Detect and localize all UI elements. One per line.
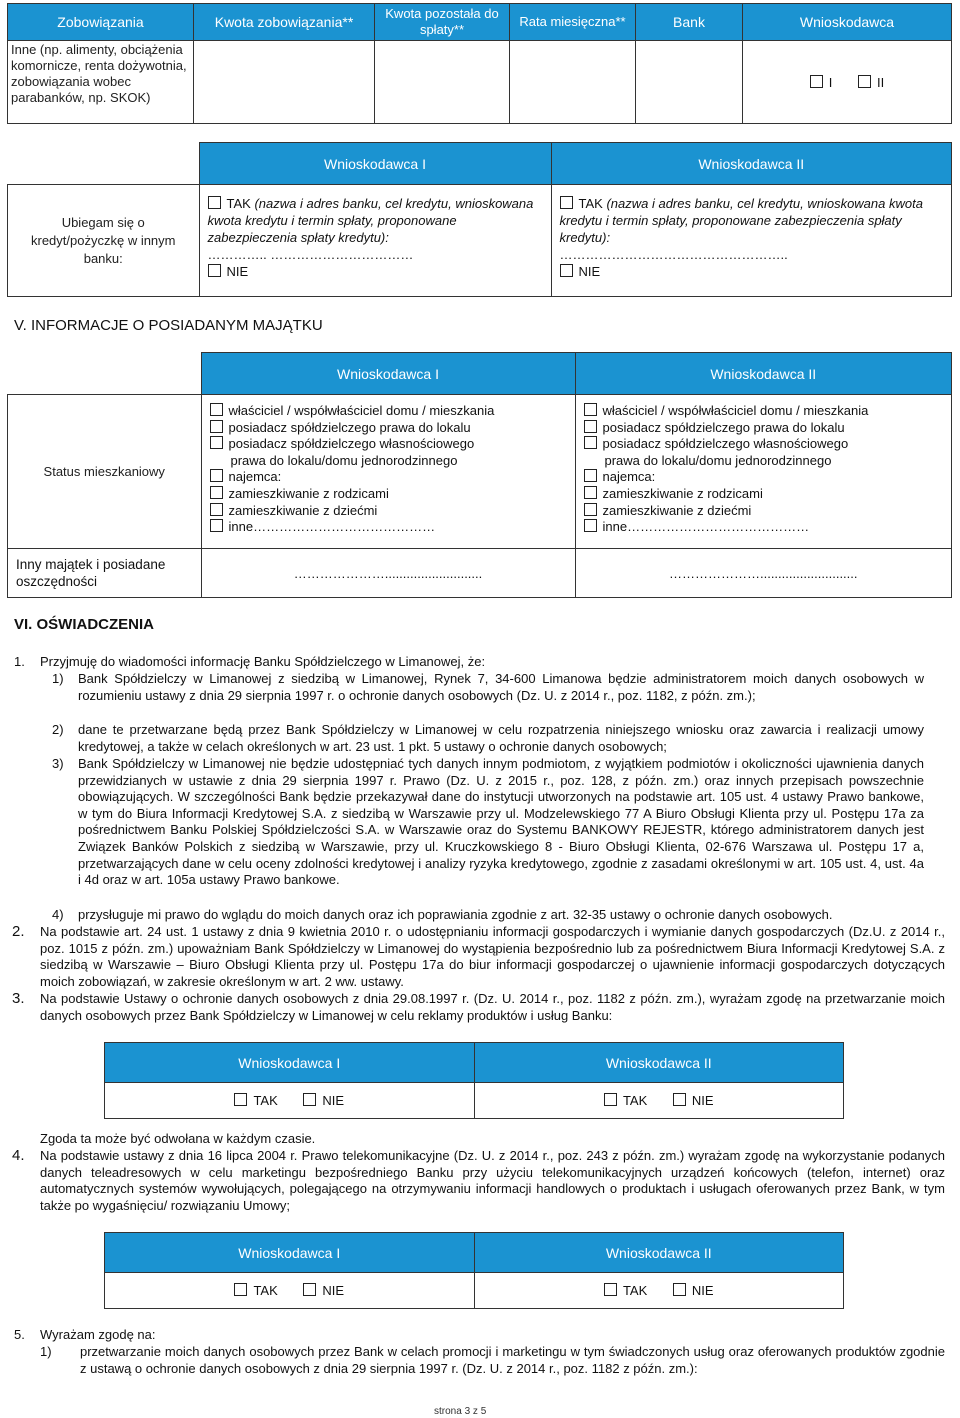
telecom-consent-tak-checkbox-i[interactable] (234, 1283, 247, 1296)
housing-tenant-label-ii: najemca: (602, 469, 656, 485)
ad-consent-nie-checkbox-i[interactable] (303, 1093, 316, 1106)
credit-tak-checkbox-ii[interactable] (560, 196, 573, 209)
header-remaining: Kwota pozostała do spłaty** (375, 4, 510, 41)
property-header-blank (8, 353, 202, 395)
statement-1-item-4 (52, 907, 924, 924)
housing-parents-checkbox-i[interactable] (210, 486, 223, 499)
credit-elsewhere-applicant-ii (551, 185, 952, 297)
housing-owner-checkbox-i[interactable] (210, 403, 223, 416)
withdraw-note: Zgoda ta może być odwołana w każdym czasie. (40, 1131, 316, 1146)
statement-2-text: Na podstawie art. 24 ust. 1 ustawy z dnia 9 kwietnia 2010 r. o udostępnianiu informacji gospodarczych i wymianie danych gospodarczych (Dz.U. z 2014 r., poz. 1015 z późn. zm.) upoważniam Bank Spółdzielczy w Limanowej do wystąpienia bezpośrednio lub za pośrednictwem Biura Informacji Kredytowej S.A. z siedzibą w Warszawie – Biuro Obsługi Klienta przy ul. Postępu 17a do biur informacji gospodarczej o ujawnienie informacji gospodarczych dotyczących moich zobowiązań, w zakresie określonym w art. 2 ww. ustawy. (40, 924, 945, 989)
bank-cell[interactable] (636, 41, 743, 124)
ad-consent-tak-label-i: TAK (253, 1093, 278, 1108)
statement-1-item-2-text: dane te przetwarzane będą przez Bank Spółdzielczy w Limanowej w celu rozpatrzenia niniejszego wniosku oraz zawarcia i realizacji umowy kredytowej, a także w celach określonych w art. 23 ust. 1 pkt. 5 ustawy o ochronie danych osobowych; (78, 722, 924, 754)
housing-coop-right-label-i: posiadacz spółdzielczego prawa do lokalu (228, 419, 471, 435)
telecom-consent-table (104, 1232, 844, 1309)
credit-nie-checkbox-i[interactable] (208, 264, 221, 277)
ad-consent-nie-label-i: NIE (322, 1093, 345, 1108)
housing-coop-right-checkbox-ii[interactable] (584, 420, 597, 433)
statement-5-item-1-text: przetwarzanie moich danych osobowych przez Bank w celach promocji i marketingu w tym świadczonych usług oraz oferowanych produktów zgodnie z ustawą o ochronie danych osobowych z dnia 29 sierpnia 1997 r. (Dz. U. z 2014 r., poz. 1182 z późn. zm.): (80, 1344, 945, 1376)
statement-1-item-1-number: 1) (52, 671, 64, 686)
statement-1-number: 1. (14, 654, 25, 669)
installment-cell[interactable] (510, 41, 636, 124)
credit-header-applicant-ii: Wnioskodawca II (551, 143, 952, 185)
ad-consent-tak-label-ii: TAK (622, 1093, 648, 1108)
housing-tenant-checkbox-i[interactable] (210, 469, 223, 482)
telecom-consent-tak-label-ii: TAK (622, 1283, 648, 1298)
amount-cell[interactable] (194, 41, 375, 124)
credit-elsewhere-table (7, 142, 952, 297)
property-table (7, 352, 952, 598)
statement-3-text: Na podstawie Ustawy o ochronie danych osobowych z dnia 29.08.1997 r. (Dz. U. 2014 r., poz. 1182 z późn. zm.), wyrażam zgodę na przetwarzanie moich danych osobowych przez Bank Spółdzielczy w Limanowej w celu reklamy produktów i usług Banku: (40, 991, 945, 1023)
housing-tenant-label-i: najemca: (228, 469, 282, 485)
credit-header-applicant-i: Wnioskodawca I (199, 143, 551, 185)
applicant-i-label: I (828, 74, 833, 90)
telecom-consent-nie-label-ii: NIE (691, 1283, 714, 1298)
remaining-cell[interactable] (375, 41, 510, 124)
credit-elsewhere-applicant-i (199, 185, 551, 297)
credit-nie-label-ii: NIE (578, 264, 601, 279)
housing-other-label-i[interactable]: inne…………………………………… (228, 519, 436, 535)
credit-header-blank (8, 143, 200, 185)
statement-1-item-3-number: 3) (52, 756, 64, 771)
housing-parents-label-ii: zamieszkiwanie z rodzicami (602, 485, 763, 501)
housing-parents-label-i: zamieszkiwanie z rodzicami (228, 485, 389, 501)
statement-3-number: 3. (12, 990, 25, 1007)
ad-consent-choice-i (105, 1083, 475, 1119)
housing-status-applicant-i (201, 395, 575, 549)
applicant-ii-label: II (877, 74, 885, 90)
ad-consent-tak-checkbox-i[interactable] (234, 1093, 247, 1106)
statement-1-intro: Przyjmuję do wiadomości informację Banku Spółdzielczego w Limanowej, że: (40, 654, 486, 669)
housing-house-label-i: prawa do lokalu/domu jednorodzinnego (230, 452, 458, 468)
housing-children-label-i: zamieszkiwanie z dziećmi (228, 502, 378, 518)
housing-coop-ownership-label-ii: posiadacz spółdzielczego własnościowego (602, 436, 849, 452)
advertising-consent-table (104, 1042, 844, 1119)
statement-5-intro: Wyrażam zgodę na: (40, 1327, 156, 1342)
credit-tak-detail-i: (nazwa i adres banku, cel kredytu, wnioskowana kwota kredytu i termin spłaty, proponowane zabezpieczenia spłaty kredytu): (207, 196, 534, 245)
statement-1-item-4-text: przysługuje mi prawo do wglądu do moich danych oraz ich poprawiania zgodnie z art. 32-35 ustawy o ochronie danych osobowych. (78, 907, 833, 922)
telecom-consent-header-applicant-ii: Wnioskodawca II (474, 1233, 844, 1273)
housing-tenant-checkbox-ii[interactable] (584, 469, 597, 482)
housing-coop-ownership-checkbox-ii[interactable] (584, 436, 597, 449)
credit-tak-detail-ii: (nazwa i adres banku, cel kredytu, wnioskowana kwota kredytu i termin spłaty, proponowane zabezpieczenia spłaty kredytu): (559, 196, 923, 245)
applicant-ii-checkbox[interactable] (858, 75, 871, 88)
housing-status-applicant-ii (575, 395, 952, 549)
housing-other-checkbox-ii[interactable] (584, 519, 597, 532)
assets-applicant-i[interactable]: …………………........................... (201, 549, 575, 598)
housing-children-checkbox-ii[interactable] (584, 503, 597, 516)
housing-coop-ownership-checkbox-i[interactable] (210, 436, 223, 449)
credit-tak-checkbox-i[interactable] (208, 196, 221, 209)
ad-consent-header-applicant-i: Wnioskodawca I (105, 1043, 475, 1083)
statement-1-item-3-text: Bank Spółdzielczy w Limanowej nie będzie udostępniać tych danych innym podmiotom, z wyjątkiem podmiotów i okoliczności ujawnienia danych przewidzianych w ustawie z dnia 29 sierpnia 1997 r. Prawo (Dz. U. z 2015 r., poz. 128, z późn. zm.) oraz innych przepisach powszechnie obowiązujących. W szczególności Bank będzie przekazywał dane do instytucji utworzonych na podstawie art. 105 ust. 4 ustawy Prawo bankowe, w tym do Biura Informacji Kredytowej S.A. z siedzibą w Warszawie przy ul. Modzelewskiego 77 A Biuro Obsługi Klienta przy ul. Postępu 17a za pośrednictwem Banku Polskiej Spółdzielczości S.A. w Warszawie oraz do Systemu BANKOWY REJESTR, którego administratorem danych jest Związek Banków Polskich z siedzibą w Warszawie, przy ul. Kruczkowskiego 8 - Biuro Obsługi Klienta, 02-676 Warszawa ul. Postępu 17 a, przetwarzających dane w celu oceny zdolności kredytowej i analizy ryzyka kredytowego, zgodnie z zasadami określonymi w art. 105 ust. 4, ust. 4a i 4d oraz w art. 105a ustawy Prawo bankowe. (78, 756, 924, 888)
credit-nie-checkbox-ii[interactable] (560, 264, 573, 277)
assets-label: Inny majątek i posiadane oszczędności (8, 549, 202, 598)
statement-4-text: Na podstawie ustawy z dnia 16 lipca 2004 r. Prawo telekomunikacyjne (Dz. U. z 2014 r., poz. 243 z późn. zm.) wyrażam zgodę na wykorzystanie podanych danych teleadresowych w celu marketingu bezpośredniego Banku przy użyciu telekomunikacyjnych urządzeń końcowych (telefon, internet) oraz automatycznych systemów wywołujących, polegającego na otrzymywaniu informacji handlowych o produktach i usługach oferowanych przez Bank, w tym także po wygaśnięciu/ rozwiązaniu Umowy; (40, 1148, 945, 1213)
statement-2-number: 2. (12, 923, 25, 940)
ad-consent-nie-label-ii: NIE (691, 1093, 714, 1108)
ad-consent-nie-checkbox-ii[interactable] (673, 1093, 686, 1106)
credit-nie-label-i: NIE (226, 264, 249, 279)
statement-1-item-1-text: Bank Spółdzielczy w Limanowej z siedzibą w Limanowej, Rynek 7, 34-600 Limanowa będzie administratorem moich danych osobowych w rozumieniu ustawy z dnia 29 sierpnia 1997 r. o ochronie danych osobowych (Dz. U. z 2014 r., poz. 1182, z późn. zm.); (78, 671, 924, 703)
credit-tak-label-i: TAK (226, 196, 251, 211)
section-v-title: V. INFORMACJE O POSIADANYM MAJĄTKU (14, 317, 323, 334)
statement-1-item-3 (52, 756, 924, 889)
header-applicant: Wnioskodawca (743, 4, 952, 41)
header-installment: Rata miesięczna** (510, 4, 636, 41)
housing-parents-checkbox-ii[interactable] (584, 486, 597, 499)
credit-dots-i[interactable]: ………….. …………………………… (207, 247, 414, 262)
other-obligations-label: Inne (np. alimenty, obciążenia komornicze, renta dożywotnia, zobowiązania wobec parabanków, np. SKOK) (8, 41, 194, 124)
housing-owner-checkbox-ii[interactable] (584, 403, 597, 416)
telecom-consent-nie-checkbox-ii[interactable] (673, 1283, 686, 1296)
housing-status-label: Status mieszkaniowy (8, 395, 202, 549)
page-number: strona 3 z 5 (434, 1406, 487, 1417)
statement-5-item-1-number: 1) (40, 1344, 52, 1359)
property-header-applicant-ii: Wnioskodawca II (575, 353, 952, 395)
applicant-choice-cell (743, 41, 952, 124)
statement-5-number: 5. (14, 1327, 25, 1342)
header-amount: Kwota zobowiązania** (194, 4, 375, 41)
telecom-consent-header-applicant-i: Wnioskodawca I (105, 1233, 475, 1273)
ad-consent-tak-checkbox-ii[interactable] (604, 1093, 617, 1106)
housing-other-label-ii[interactable]: inne…………………………………… (602, 519, 810, 535)
housing-owner-label-ii: właściciel / współwłaściciel domu / mieszkania (602, 403, 869, 418)
obligations-table (7, 3, 952, 124)
housing-house-label-ii: prawa do lokalu/domu jednorodzinnego (604, 452, 832, 468)
telecom-consent-choice-i (105, 1273, 475, 1309)
property-header-applicant-i: Wnioskodawca I (201, 353, 575, 395)
statement-1-item-2-number: 2) (52, 722, 64, 737)
telecom-consent-nie-checkbox-i[interactable] (303, 1283, 316, 1296)
credit-tak-label-ii: TAK (578, 196, 603, 211)
section-vi-title: VI. OŚWIADCZENIA (14, 616, 155, 633)
assets-applicant-ii[interactable]: …………………........................... (575, 549, 952, 598)
header-bank: Bank (636, 4, 743, 41)
housing-coop-right-label-ii: posiadacz spółdzielczego prawa do lokalu (602, 419, 845, 435)
housing-coop-ownership-label-i: posiadacz spółdzielczego własnościowego (228, 436, 475, 452)
telecom-consent-tak-checkbox-ii[interactable] (604, 1283, 617, 1296)
telecom-consent-choice-ii (474, 1273, 844, 1309)
housing-children-checkbox-i[interactable] (210, 503, 223, 516)
housing-owner-label-i: właściciel / współwłaściciel domu / mieszkania (228, 403, 495, 418)
credit-dots-ii[interactable]: …………………………………………….. (559, 247, 788, 262)
statement-1-item-4-number: 4) (52, 907, 64, 922)
header-obligations: Zobowiązania (8, 4, 194, 41)
housing-other-checkbox-i[interactable] (210, 519, 223, 532)
credit-elsewhere-label: Ubiegam się o kredyt/pożyczkę w innym banku: (8, 185, 200, 297)
telecom-consent-tak-label-i: TAK (253, 1283, 278, 1298)
statement-1-item-2 (52, 722, 924, 755)
ad-consent-choice-ii (474, 1083, 844, 1119)
statement-4-number: 4. (12, 1147, 25, 1164)
applicant-i-checkbox[interactable] (810, 75, 823, 88)
ad-consent-header-applicant-ii: Wnioskodawca II (474, 1043, 844, 1083)
housing-children-label-ii: zamieszkiwanie z dziećmi (602, 502, 752, 518)
statement-1-item-1 (52, 671, 924, 704)
housing-coop-right-checkbox-i[interactable] (210, 420, 223, 433)
telecom-consent-nie-label-i: NIE (322, 1283, 345, 1298)
